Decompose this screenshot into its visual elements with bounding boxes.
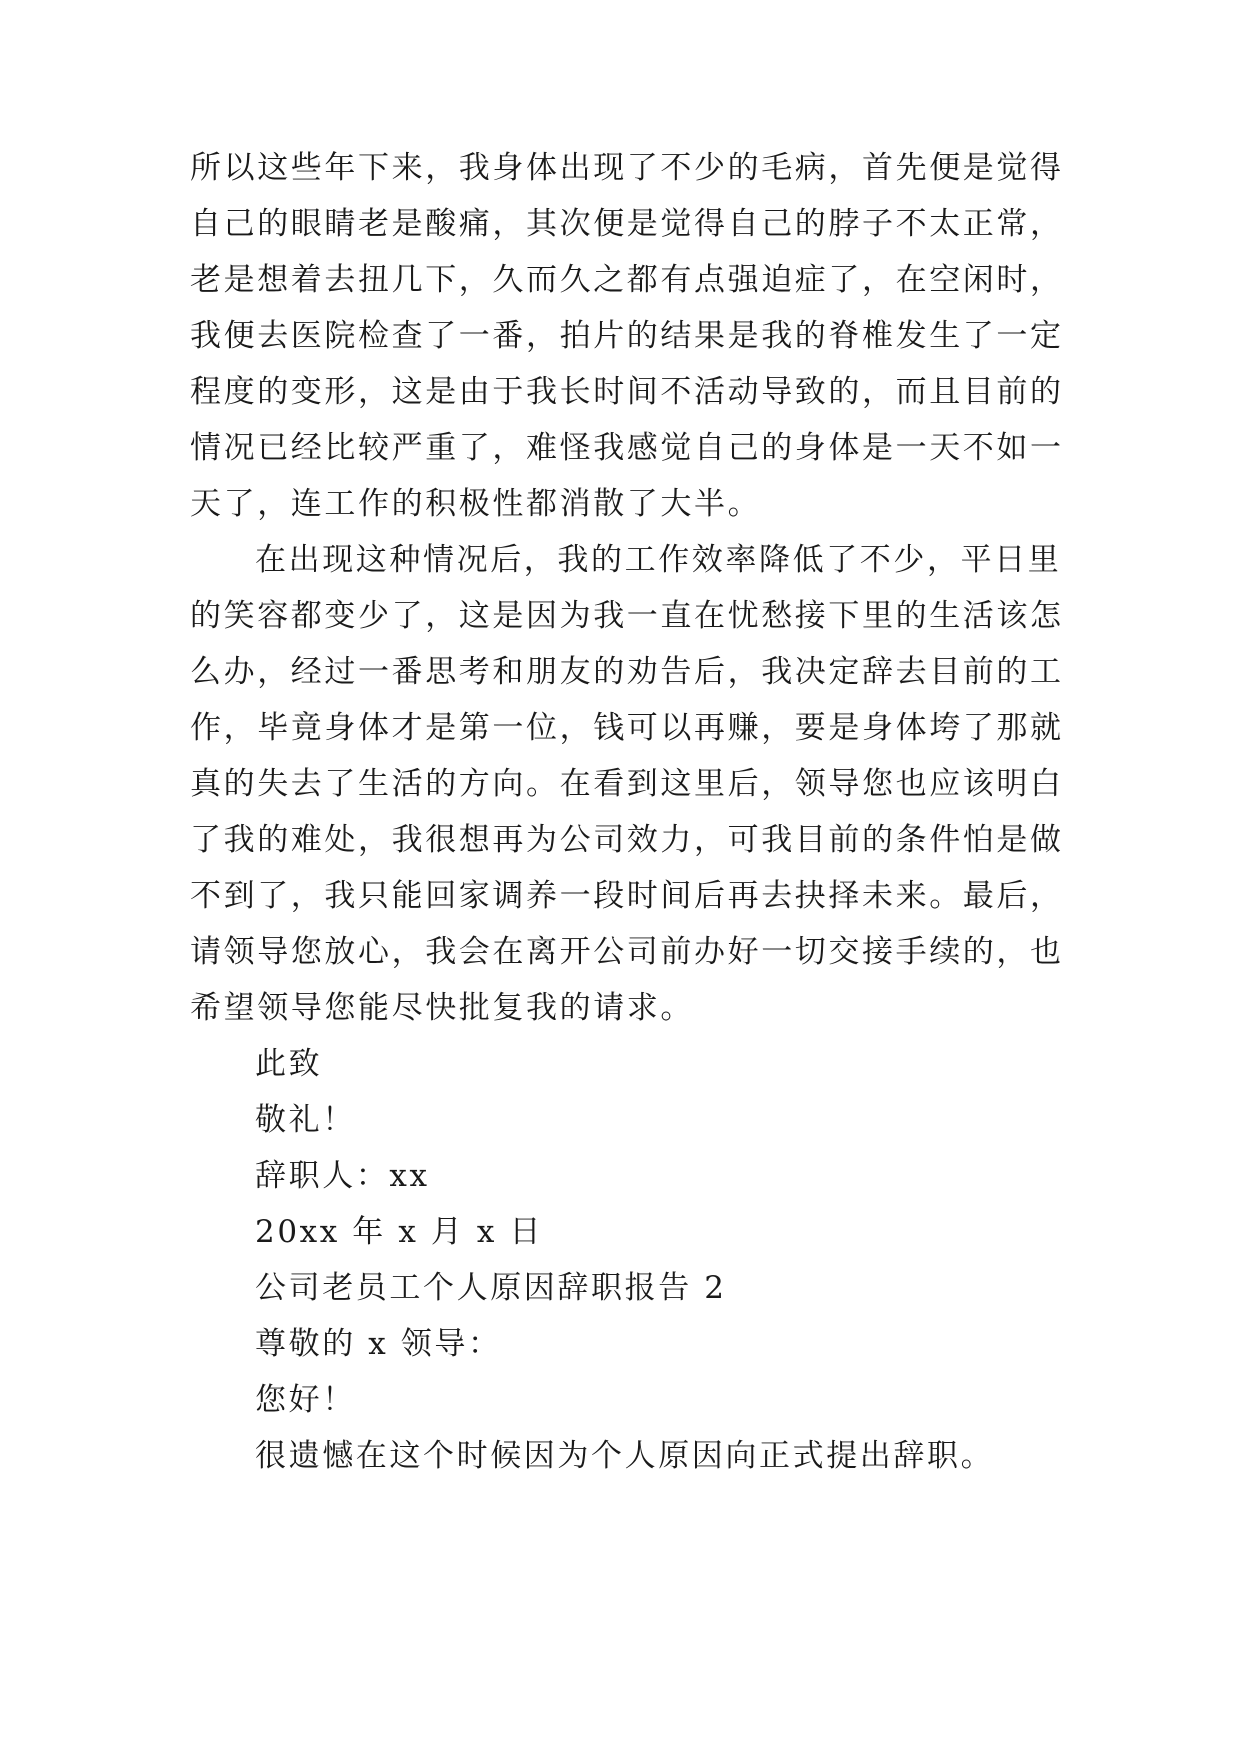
body-line: 作，毕竟身体才是第一位，钱可以再赚，要是身体垮了那就 — [190, 710, 1064, 746]
body-line: 真的失去了生活的方向。在看到这里后，领导您也应该明白 — [190, 766, 1064, 802]
date-text: 20xx 年 x 月 x 日 — [255, 1214, 544, 1250]
body-line: 我便去医院检查了一番，拍片的结果是我的脊椎发生了一定 — [190, 318, 1064, 354]
body-line: 情况已经比较严重了，难怪我感觉自己的身体是一天不如一 — [190, 430, 1064, 466]
greeting-text: 尊敬的 x 领导： — [255, 1326, 502, 1362]
body-line: 程度的变形，这是由于我长时间不活动导致的，而且目前的 — [190, 374, 1064, 410]
body-line: 不到了，我只能回家调养一段时间后再去抉择未来。最后， — [190, 878, 1064, 914]
body-line: 的笑容都变少了，这是因为我一直在忧愁接下里的生活该怎 — [190, 598, 1064, 634]
body-line: 自己的眼睛老是酸痛，其次便是觉得自己的脖子不太正常， — [190, 206, 1064, 242]
body-line: 所以这些年下来，我身体出现了不少的毛病，首先便是觉得 — [190, 150, 1064, 186]
section-title: 公司老员工个人原因辞职报告 2 — [255, 1270, 727, 1306]
body-line: 在出现这种情况后，我的工作效率降低了不少，平日里 — [255, 542, 1062, 578]
body-line: 么办，经过一番思考和朋友的劝告后，我决定辞去目前的工 — [190, 654, 1064, 690]
body-line: 很遗憾在这个时候因为个人原因向正式提出辞职。 — [255, 1438, 995, 1474]
body-line: 天了，连工作的积极性都消散了大半。 — [190, 486, 762, 522]
hello-text: 您好！ — [255, 1382, 356, 1418]
body-line: 希望领导您能尽快批复我的请求。 — [190, 990, 694, 1026]
body-line: 请领导您放心，我会在离开公司前办好一切交接手续的，也 — [190, 934, 1064, 970]
body-line: 了我的难处，我很想再为公司效力，可我目前的条件怕是做 — [190, 822, 1064, 858]
body-line: 老是想着去扭几下，久而久之都有点强迫症了，在空闲时， — [190, 262, 1064, 298]
salute-text: 敬礼！ — [255, 1102, 356, 1138]
closing-text: 此致 — [255, 1046, 323, 1082]
signature-text: 辞职人：xx — [255, 1158, 430, 1194]
